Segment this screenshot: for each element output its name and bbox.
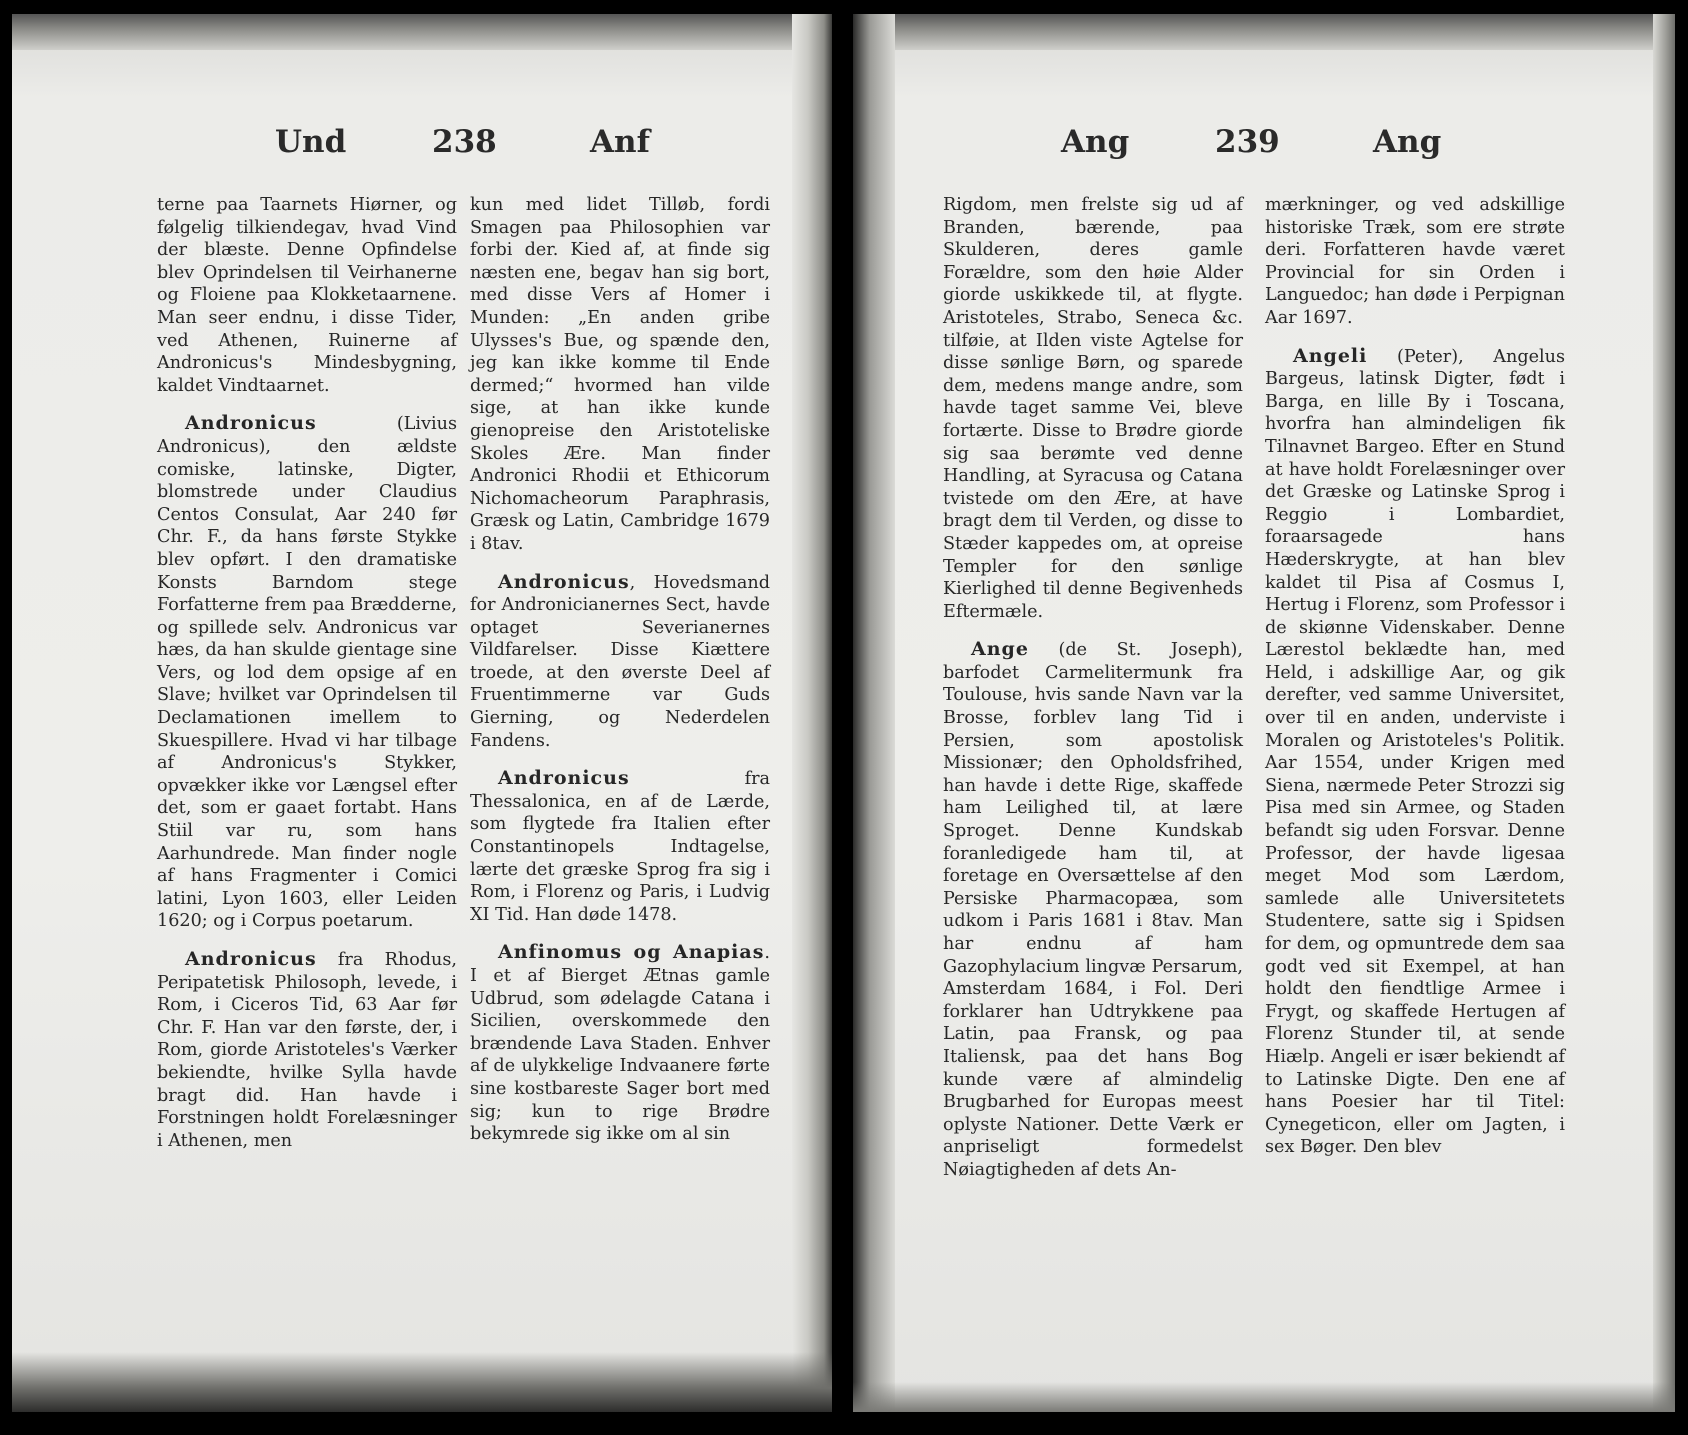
left-page-column-1 <box>157 194 457 1167</box>
entry-text: , Hovedsmand for Andronicianernes Sect, havde optaget Severianernes Vildfarelser. Disse Kiættere troede, at den øverste Deel af Fruentimmerne var Guds Gierning, og Nederdelen Fandens. <box>470 572 770 751</box>
entry-text: (Peter), Angelus Bargeus, latinsk Digter, født i Barga, en lille By i Toscana, hvorfra han almindeligen fik Tilnavnet Bargeo. Efter en Stund at have holdt Forelæsninger over det Græske og Latinske Sprog i Reggio i Lombardiet, foraarsagede hans Hæderskrygte, at han blev kaldet til Pisa af Cosmus I, Hertug i Florenz, som Professor i de skiønne Videnskaber. Denne Lærestol beklædte han, med Held, i adskillige Aar, og gik derefter, ved samme Universitet, over til en anden, underviste i Moralen og Aristoteles's Politik. Aar 1554, under Krigen med Siena, nærmede Peter Strozzi sig Pisa med sin Armee, og Staden befandt sig uden Forsvar. Denne Professor, der havde ligesaa meget Mod som Lærdom, samlede alle Universitetets Studentere, satte sig i Spidsen for dem, og opmuntrede dem saa godt ved sit Exempel, at han holdt den fiendtlige Armee i Frygt, og skaffede Hertugen af Florenz Stunder til, at sende Hiælp. Angeli er især bekiendt af to Latinske Digte. Den ene af hans Poesier har til Titel: Cynegeticon, eller om Jagten, i sex Bøger. Den blev <box>1265 346 1565 1158</box>
dictionary-entry <box>470 571 770 753</box>
entry-text: kun med lidet Tilløb, fordi Smagen paa Philosophien var forbi der. Kied af, at finde sig næsten ene, begav han sig bort, med disse Vers af Homer i Munden: „En anden gribe Ulysses's Bue, og spænde den, jeg kan ikke komme til Ende dermed;“ hvormed han vilde sige, at han ikke kunde gienopreise den Aristoteliske Skoles Ære. Man finder Andronici Rhodii et Ethicorum Nichomacheorum Paraphrasis, Græsk og Latin, Cambridge 1679 i 8tav. <box>470 195 770 554</box>
entry-text: . I et af Bierget Ætnas gamle Udbrud, som ødelagde Catana i Sicilien, overskommede den brændende Lava Staden. Enhver af de ulykkelige Indvaanere førte sine kostbareste Sager bort med sig; kun to rige Brødre bekymrede sig ikke om al sin <box>470 943 770 1145</box>
entry-headword: Andronicus <box>498 767 630 790</box>
page-top-shadow <box>853 14 1675 50</box>
continued-paragraph <box>470 194 770 556</box>
spine-shadow <box>853 14 895 1412</box>
header-right-word: Ang <box>1373 124 1442 160</box>
entry-text: fra Rhodus, Peripatetisk Philosoph, levede, i Rom, i Ciceros Tid, 63 Aar før Chr. F. Han var den første, der, i Rom, giorde Aristoteles's Værker bekiendte, hvilke Sylla havde bragt did. Han havde i Forstningen holdt Forelæsninger i Athenen, men <box>157 950 457 1151</box>
entry-text: (Livius Andronicus), den ældste comiske, latinske, Digter, blomstrede under Claudius Centos Consulat, Aar 240 før Chr. F., da hans første Stykke blev opført. I den dramatiske Konsts Barndom stege Forfatterne frem paa Brædderne, og spillede selv. Andronicus var hæs, da han skulde gientage sine Vers, og lod dem opsige af en Slave; hvilket var Oprindelsen til Declamationen imellem to Skuespillere. Hvad vi har tilbage af Andronicus's Stykker, opvækker ikke vor Længsel efter det, som er gaaet fortabt. Hans Stiil var ru, som hans Aarhundrede. Man finder nogle af hans Fragmenter i Comici latini, Lyon 1603, eller Leiden 1620; og i Corpus poetarum. <box>157 414 457 932</box>
right-page <box>853 14 1675 1412</box>
page-number: 238 <box>432 124 497 160</box>
page-top-shadow <box>12 14 832 50</box>
dictionary-entry <box>943 638 1243 1181</box>
continued-paragraph <box>943 194 1243 623</box>
spine-shadow <box>792 14 832 1412</box>
dictionary-entry <box>157 412 457 933</box>
continued-paragraph <box>157 194 457 397</box>
dictionary-entry <box>470 767 770 926</box>
entry-headword: Andronicus <box>185 948 317 970</box>
running-header <box>853 124 1675 174</box>
page-number: 239 <box>1215 124 1280 160</box>
entry-text: (de St. Joseph), barfodet Carmelitermunk fra Toulouse, hvis sande Navn var la Brosse, forblev lang Tid i Persien, som apostolisk Missionær; den Opholdsfrihed, han havde i dette Rige, skaffede ham Leilighed til, at lære Sproget. Denne Kundskab foranledigede ham til, at foretage en Oversættelse af den Persiske Pharmacopæa, som udkom i Paris 1681 i 8tav. Man har endnu af ham Gazophylacium lingvæ Persarum, Amsterdam 1684, i Fol. Deri forklarer han Udtrykkene paa Latin, paa Fransk, og paa Italiensk, paa det hans Bog kunde være af almindelig Brugbarhed for Europas meest oplyste Nationer. Dette Værk er anpriseligt formedelst Nøiagtigheden af dets An- <box>943 640 1243 1180</box>
entry-headword: Andronicus <box>185 412 317 435</box>
entry-text: fra Thessalonica, en af de Lærde, som flygtede fra Italien efter Constantinopels Indtagelse, lærte det græske Sprog fra sig i Rom, i Florenz og Paris, i Ludvig XI Tid. Han døde 1478. <box>470 769 770 925</box>
left-page-column-2 <box>470 194 770 1161</box>
page-bottom-shadow <box>12 1352 832 1412</box>
dictionary-entry <box>470 941 770 1145</box>
dictionary-entry <box>1265 345 1565 1159</box>
header-left-word: Ang <box>1061 124 1130 160</box>
entry-headword: Andronicus <box>498 570 630 593</box>
right-page-column-1 <box>943 194 1243 1197</box>
entry-headword: Angeli <box>1293 344 1368 367</box>
continued-paragraph <box>1265 194 1565 330</box>
page-bottom-shadow <box>853 1382 1675 1412</box>
entry-text: Rigdom, men frelste sig ud af Branden, bærende, paa Skulderen, deres gamle Forældre, som den høie Alder giorde uskikkede til, at flygte. Aristoteles, Strabo, Seneca &c. tilføie, at Ilden viste Agtelse for disse sønlige Børn, og sparede dem, medens mange andre, som havde taget samme Vei, bleve fortærte. Disse to Brødre giorde sig saa berømte ved denne Handling, at Syracusa og Catana tvistede om den Ære, at have bragt dem til Verden, og disse to Stæder kappedes om, at opreise Templer for den sønlige Kierlighed til denne Begivenheds Eftermæle. <box>943 195 1243 622</box>
header-right-word: Anf <box>590 124 650 160</box>
page-fore-edge <box>1653 14 1675 1412</box>
running-header <box>12 124 832 174</box>
entry-text: terne paa Taarnets Hiørner, og følgelig tilkiendegav, hvad Vind der blæste. Denne Opfindelse blev Oprindelsen til Veirhanerne og Floiene paa Klokketaarnene. Man seer endnu, i disse Tider, ved Athenen, Ruinerne af Andronicus's Mindesbygning, kaldet Vindtaarnet. <box>157 195 457 396</box>
left-page <box>12 14 832 1412</box>
entry-headword: Anfinomus og Anapias <box>498 941 765 964</box>
entry-headword: Ange <box>971 638 1029 661</box>
dictionary-entry <box>157 948 457 1152</box>
entry-text: mærkninger, og ved adskillige historiske Træk, som ere strøte deri. Forfatteren havde været Provincial for sin Orden i Languedoc; han døde i Perpignan Aar 1697. <box>1265 195 1565 328</box>
right-page-column-2 <box>1265 194 1565 1174</box>
header-left-word: Und <box>275 124 347 160</box>
